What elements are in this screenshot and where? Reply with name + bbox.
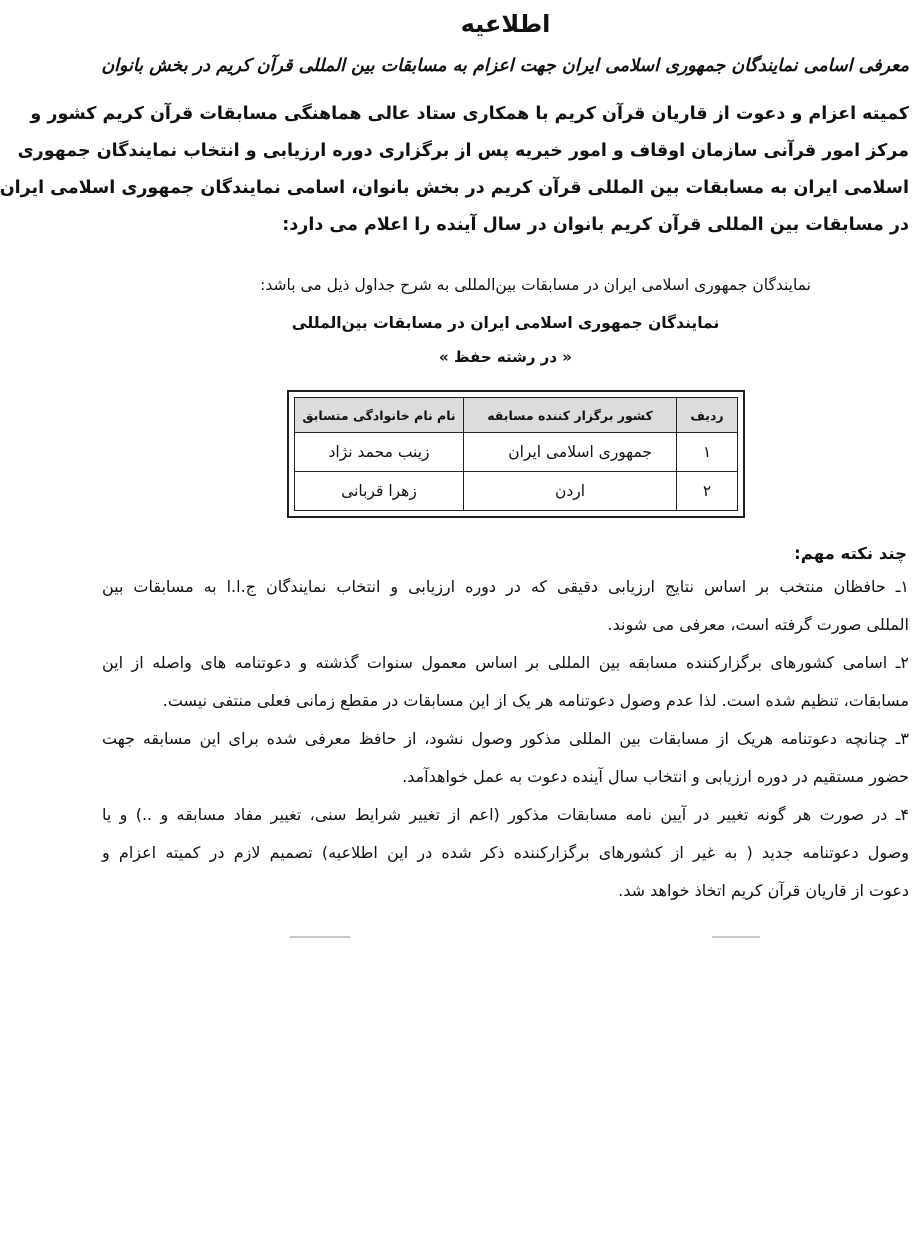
cell-country: اردن — [464, 472, 677, 511]
cell-row-number: ۱ — [677, 433, 738, 472]
table-row — [295, 433, 738, 472]
table-subtitle: « در رشته حفظ » — [439, 348, 572, 366]
note-line: ۴ـ در صورت هر گونه تغییر در آیین نامه مسابقات مذکور (اعم از تغییر شرایط سنی، تغییر مفاد مسابقه و ..) و یا — [102, 805, 909, 824]
representatives-table-frame — [287, 390, 745, 518]
notes-heading: چند نکته مهم: — [794, 544, 907, 563]
scan-artifact — [290, 936, 350, 938]
representatives-table — [294, 397, 738, 511]
cell-contestant-name: زهرا قربانی — [295, 472, 464, 511]
note-item-2 — [102, 644, 909, 720]
note-line: مسابقات، تنظیم شده است. لذا عدم وصول دعوتنامه هر یک از این مسابقات در مقطع زمانی فعلی منتفی نیست. — [162, 691, 909, 710]
notes-list — [102, 568, 909, 910]
note-item-4 — [102, 796, 909, 910]
table-row — [295, 472, 738, 511]
header-row-number: ردیف — [677, 398, 738, 433]
header-contestant-name: نام نام خانوادگی متسابق — [295, 398, 464, 433]
cell-country: جمهوری اسلامی ایران — [464, 433, 677, 472]
note-line: ۲ـ اسامی کشورهای برگزارکننده مسابقه بین المللی بر اساس معمول سنوات گذشته و دعوتنامه های واصله از این — [102, 653, 909, 672]
intro-line: کمیته اعزام و دعوت از قاریان قرآن کریم با همکاری ستاد عالی هماهنگی مسابقات قرآن کریم کشور و — [30, 104, 909, 124]
note-line: ۳ـ چنانچه دعوتنامه هریک از مسابقات بین المللی مذکور وصول نشود، از حافظ معرفی شده برای این مسابقه جهت — [102, 729, 909, 748]
scan-artifact — [712, 936, 760, 938]
table-title: نمایندگان جمهوری اسلامی ایران در مسابقات بین‌المللی — [291, 314, 720, 332]
note-item-3 — [102, 720, 909, 796]
intro-line: مرکز امور قرآنی سازمان اوقاف و امور خیریه پس از برگزاری دوره ارزیابی و انتخاب نمایندگان جمهوری — [17, 141, 909, 161]
cell-row-number: ۲ — [677, 472, 738, 511]
page-title: اطلاعیه — [460, 10, 551, 38]
note-item-1 — [102, 568, 909, 644]
header-country: کشور برگزار کننده مسابقه — [464, 398, 677, 433]
note-line: ۱ـ حافظان منتخب بر اساس نتایج ارزیابی دقیقی که در دوره ارزیابی و انتخاب نمایندگان ج.ا.ا به مسابقات بین — [102, 577, 909, 596]
intro-paragraph — [0, 96, 909, 244]
intro-line: اسلامی ایران به مسابقات بین المللی قرآن کریم در بخش بانوان، اسامی نمایندگان جمهوری اسلامی ایران — [0, 178, 909, 198]
note-line: حضور مستقیم در دوره ارزیابی و انتخاب سال آینده دعوت به عمل خواهدآمد. — [402, 767, 909, 786]
intro-line: در مسابقات بین المللی قرآن کریم بانوان در سال آینده را اعلام می دارد: — [282, 215, 909, 235]
lead-sentence: نمایندگان جمهوری اسلامی ایران در مسابقات بین‌المللی به شرح جداول ذیل می باشد: — [260, 276, 811, 294]
page-subtitle: معرفی اسامی نمایندگان جمهوری اسلامی ایران جهت اعزام به مسابقات بین المللی قرآن کریم در بخش بانوان — [101, 56, 909, 76]
note-line: دعوت از قاریان قرآن کریم اتخاذ خواهد شد. — [618, 881, 909, 900]
note-line: المللی صورت گرفته است، معرفی می شوند. — [607, 615, 909, 634]
note-line: وصول دعوتنامه جدید ( به غیر از کشورهای برگزارکننده ذکر شده در این اطلاعیه) تصمیم لازم در کمیته اعزام و — [102, 843, 909, 862]
table-header-row — [295, 398, 738, 433]
cell-contestant-name: زینب محمد نژاد — [295, 433, 464, 472]
